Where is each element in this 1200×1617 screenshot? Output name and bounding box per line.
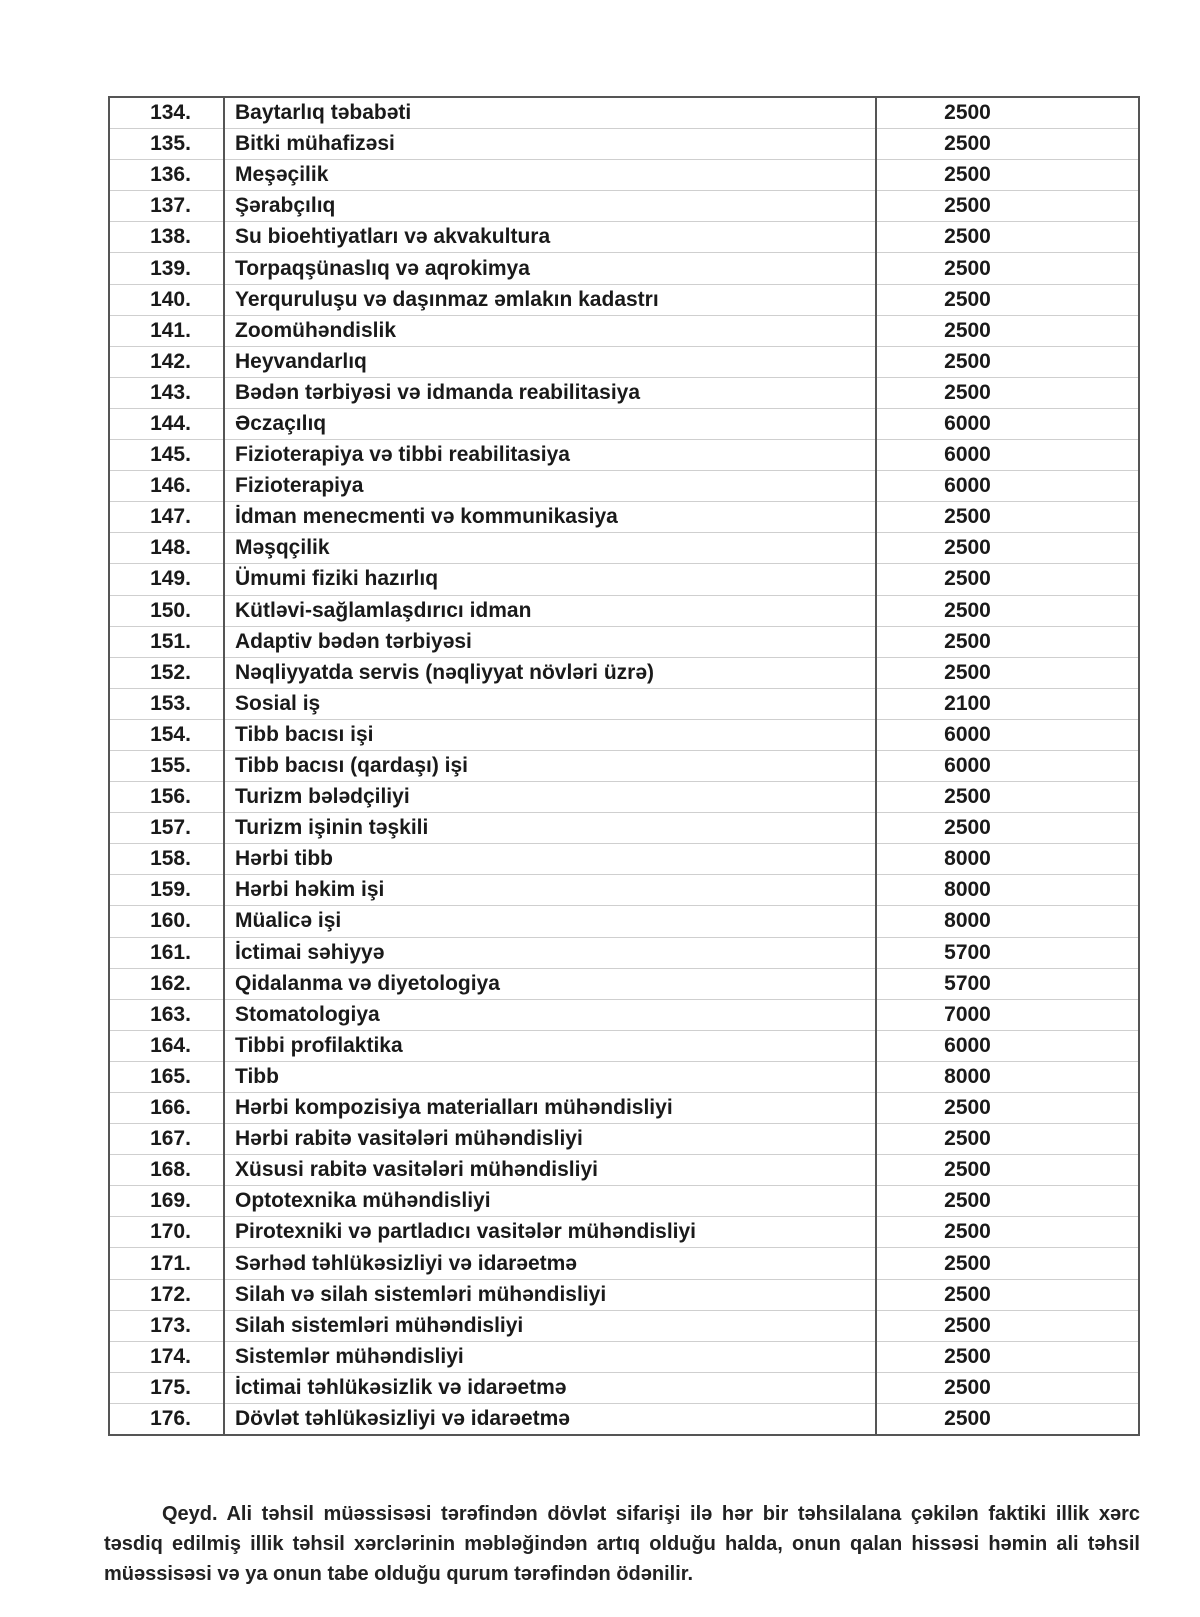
row-number: 165. xyxy=(109,1061,224,1092)
row-number: 164. xyxy=(109,1030,224,1061)
fee-amount: 8000 xyxy=(876,844,1139,875)
fee-amount: 2500 xyxy=(876,1186,1139,1217)
row-number: 176. xyxy=(109,1403,224,1435)
row-number: 154. xyxy=(109,719,224,750)
specialty-name: İctimai təhlükəsizlik və idarəetmə xyxy=(224,1372,876,1403)
table-row xyxy=(109,906,1139,937)
fee-amount: 2500 xyxy=(876,160,1139,191)
specialty-name: Baytarlıq təbabəti xyxy=(224,97,876,129)
fee-amount: 2500 xyxy=(876,346,1139,377)
specialty-name: Stomatologiya xyxy=(224,999,876,1030)
table-row xyxy=(109,471,1139,502)
table-row xyxy=(109,1403,1139,1435)
table-row xyxy=(109,1217,1139,1248)
fee-amount: 2500 xyxy=(876,222,1139,253)
specialty-name: Heyvandarlıq xyxy=(224,346,876,377)
row-number: 170. xyxy=(109,1217,224,1248)
fee-amount: 2500 xyxy=(876,315,1139,346)
fee-amount: 6000 xyxy=(876,471,1139,502)
footnote: Qeyd. Ali təhsil müəssisəsi tərəfindən dövlət sifarişi ilə hər bir təhsilalana çəkilən faktiki illik xərc təsdiq edilmiş illik təhsil xərclərinin məbləğindən artıq olduğu halda, onun qalan hissəsi həmin ali təhsil müəssisəsi və ya onun tabe olduğu qurum tərəfindən ödənilir. xyxy=(104,1503,1140,1585)
specialty-name: Pirotexniki və partladıcı vasitələr mühəndisliyi xyxy=(224,1217,876,1248)
fee-amount: 2500 xyxy=(876,626,1139,657)
table-row xyxy=(109,346,1139,377)
table-row xyxy=(109,1155,1139,1186)
table-row xyxy=(109,1279,1139,1310)
fee-amount: 2500 xyxy=(876,813,1139,844)
row-number: 171. xyxy=(109,1248,224,1279)
table-row xyxy=(109,626,1139,657)
specialty-name: Məşqçilik xyxy=(224,533,876,564)
row-number: 138. xyxy=(109,222,224,253)
fee-amount: 2500 xyxy=(876,1279,1139,1310)
specialty-name: Qidalanma və diyetologiya xyxy=(224,968,876,999)
row-number: 174. xyxy=(109,1341,224,1372)
row-number: 155. xyxy=(109,750,224,781)
fee-amount: 2500 xyxy=(876,502,1139,533)
specialty-name: Hərbi kompozisiya materialları mühəndisliyi xyxy=(224,1093,876,1124)
specialty-name: Şərabçılıq xyxy=(224,191,876,222)
table-row xyxy=(109,813,1139,844)
fee-amount: 2500 xyxy=(876,1372,1139,1403)
specialty-name: Su bioehtiyatları və akvakultura xyxy=(224,222,876,253)
table-row xyxy=(109,1372,1139,1403)
row-number: 159. xyxy=(109,875,224,906)
fee-amount: 2500 xyxy=(876,1341,1139,1372)
fee-amount: 6000 xyxy=(876,719,1139,750)
table-row xyxy=(109,782,1139,813)
table-row xyxy=(109,1341,1139,1372)
specialty-name: Zoomühəndislik xyxy=(224,315,876,346)
table-row xyxy=(109,564,1139,595)
specialty-name: Tibbi profilaktika xyxy=(224,1030,876,1061)
row-number: 150. xyxy=(109,595,224,626)
table-row xyxy=(109,502,1139,533)
fee-amount: 2500 xyxy=(876,1155,1139,1186)
fee-amount: 8000 xyxy=(876,875,1139,906)
row-number: 135. xyxy=(109,129,224,160)
row-number: 160. xyxy=(109,906,224,937)
fee-amount: 6000 xyxy=(876,440,1139,471)
table-row xyxy=(109,688,1139,719)
specialty-name: Sərhəd təhlükəsizliyi və idarəetmə xyxy=(224,1248,876,1279)
table-row xyxy=(109,377,1139,408)
row-number: 163. xyxy=(109,999,224,1030)
specialty-name: Fizioterapiya xyxy=(224,471,876,502)
row-number: 169. xyxy=(109,1186,224,1217)
row-number: 149. xyxy=(109,564,224,595)
tuition-fee-table xyxy=(108,96,1140,1436)
specialty-name: İdman menecmenti və kommunikasiya xyxy=(224,502,876,533)
table-row xyxy=(109,999,1139,1030)
fee-amount: 2500 xyxy=(876,253,1139,284)
specialty-name: Əczaçılıq xyxy=(224,408,876,439)
specialty-name: Hərbi rabitə vasitələri mühəndisliyi xyxy=(224,1124,876,1155)
fee-amount: 2500 xyxy=(876,595,1139,626)
specialty-name: Meşəçilik xyxy=(224,160,876,191)
specialty-name: Kütləvi-sağlamlaşdırıcı idman xyxy=(224,595,876,626)
specialty-name: Ümumi fiziki hazırlıq xyxy=(224,564,876,595)
fee-amount: 2500 xyxy=(876,1093,1139,1124)
row-number: 173. xyxy=(109,1310,224,1341)
row-number: 158. xyxy=(109,844,224,875)
row-number: 175. xyxy=(109,1372,224,1403)
row-number: 157. xyxy=(109,813,224,844)
row-number: 172. xyxy=(109,1279,224,1310)
row-number: 144. xyxy=(109,408,224,439)
row-number: 161. xyxy=(109,937,224,968)
row-number: 146. xyxy=(109,471,224,502)
table-row xyxy=(109,97,1139,129)
row-number: 162. xyxy=(109,968,224,999)
table-row xyxy=(109,844,1139,875)
table-row xyxy=(109,191,1139,222)
specialty-name: Torpaqşünaslıq və aqrokimya xyxy=(224,253,876,284)
fee-amount: 2500 xyxy=(876,533,1139,564)
row-number: 153. xyxy=(109,688,224,719)
fee-amount: 2100 xyxy=(876,688,1139,719)
table-row xyxy=(109,284,1139,315)
fee-amount: 2500 xyxy=(876,1217,1139,1248)
specialty-name: Turizm bələdçiliyi xyxy=(224,782,876,813)
specialty-name: Tibb bacısı (qardaşı) işi xyxy=(224,750,876,781)
specialty-name: Tibb bacısı işi xyxy=(224,719,876,750)
table-row xyxy=(109,129,1139,160)
row-number: 145. xyxy=(109,440,224,471)
fee-amount: 2500 xyxy=(876,97,1139,129)
specialty-name: Optotexnika mühəndisliyi xyxy=(224,1186,876,1217)
row-number: 152. xyxy=(109,657,224,688)
fee-amount: 5700 xyxy=(876,937,1139,968)
table-row xyxy=(109,968,1139,999)
specialty-name: Dövlət təhlükəsizliyi və idarəetmə xyxy=(224,1403,876,1435)
table-row xyxy=(109,440,1139,471)
table-row xyxy=(109,1061,1139,1092)
fee-amount: 7000 xyxy=(876,999,1139,1030)
specialty-name: Xüsusi rabitə vasitələri mühəndisliyi xyxy=(224,1155,876,1186)
specialty-name: Adaptiv bədən tərbiyəsi xyxy=(224,626,876,657)
specialty-name: Hərbi həkim işi xyxy=(224,875,876,906)
row-number: 167. xyxy=(109,1124,224,1155)
fee-amount: 2500 xyxy=(876,782,1139,813)
row-number: 141. xyxy=(109,315,224,346)
fee-amount: 2500 xyxy=(876,1403,1139,1435)
table-row xyxy=(109,657,1139,688)
specialty-name: Sistemlər mühəndisliyi xyxy=(224,1341,876,1372)
specialty-name: Müalicə işi xyxy=(224,906,876,937)
specialty-name: Tibb xyxy=(224,1061,876,1092)
fee-amount: 2500 xyxy=(876,129,1139,160)
table-row xyxy=(109,750,1139,781)
specialty-name: Hərbi tibb xyxy=(224,844,876,875)
table-row xyxy=(109,1186,1139,1217)
table-row xyxy=(109,1124,1139,1155)
table-row xyxy=(109,937,1139,968)
specialty-name: Yerquruluşu və daşınmaz əmlakın kadastrı xyxy=(224,284,876,315)
specialty-name: Silah və silah sistemləri mühəndisliyi xyxy=(224,1279,876,1310)
table-row xyxy=(109,719,1139,750)
table-row xyxy=(109,408,1139,439)
specialty-name: Nəqliyyatda servis (nəqliyyat növləri üzrə) xyxy=(224,657,876,688)
row-number: 147. xyxy=(109,502,224,533)
row-number: 139. xyxy=(109,253,224,284)
row-number: 136. xyxy=(109,160,224,191)
table-row xyxy=(109,315,1139,346)
row-number: 134. xyxy=(109,97,224,129)
specialty-name: Bədən tərbiyəsi və idmanda reabilitasiya xyxy=(224,377,876,408)
fee-amount: 6000 xyxy=(876,750,1139,781)
fee-amount: 2500 xyxy=(876,1124,1139,1155)
row-number: 137. xyxy=(109,191,224,222)
specialty-name: Silah sistemləri mühəndisliyi xyxy=(224,1310,876,1341)
table-row xyxy=(109,533,1139,564)
fee-amount: 2500 xyxy=(876,284,1139,315)
table-row xyxy=(109,253,1139,284)
table-row xyxy=(109,222,1139,253)
fee-amount: 2500 xyxy=(876,1248,1139,1279)
table-row xyxy=(109,1310,1139,1341)
specialty-name: Sosial iş xyxy=(224,688,876,719)
table-row xyxy=(109,595,1139,626)
specialty-name: Turizm işinin təşkili xyxy=(224,813,876,844)
row-number: 143. xyxy=(109,377,224,408)
table-row xyxy=(109,1248,1139,1279)
fee-amount: 8000 xyxy=(876,1061,1139,1092)
fee-amount: 2500 xyxy=(876,1310,1139,1341)
row-number: 148. xyxy=(109,533,224,564)
row-number: 168. xyxy=(109,1155,224,1186)
specialty-name: Bitki mühafizəsi xyxy=(224,129,876,160)
fee-amount: 5700 xyxy=(876,968,1139,999)
fee-amount: 2500 xyxy=(876,657,1139,688)
row-number: 156. xyxy=(109,782,224,813)
table-body xyxy=(109,97,1139,1435)
fee-amount: 2500 xyxy=(876,191,1139,222)
fee-amount: 2500 xyxy=(876,377,1139,408)
table-row xyxy=(109,1093,1139,1124)
table-row xyxy=(109,160,1139,191)
fee-amount: 6000 xyxy=(876,408,1139,439)
row-number: 151. xyxy=(109,626,224,657)
row-number: 142. xyxy=(109,346,224,377)
row-number: 140. xyxy=(109,284,224,315)
specialty-name: İctimai səhiyyə xyxy=(224,937,876,968)
fee-amount: 6000 xyxy=(876,1030,1139,1061)
fee-amount: 2500 xyxy=(876,564,1139,595)
fee-amount: 8000 xyxy=(876,906,1139,937)
row-number: 166. xyxy=(109,1093,224,1124)
table-row xyxy=(109,875,1139,906)
table-row xyxy=(109,1030,1139,1061)
specialty-name: Fizioterapiya və tibbi reabilitasiya xyxy=(224,440,876,471)
